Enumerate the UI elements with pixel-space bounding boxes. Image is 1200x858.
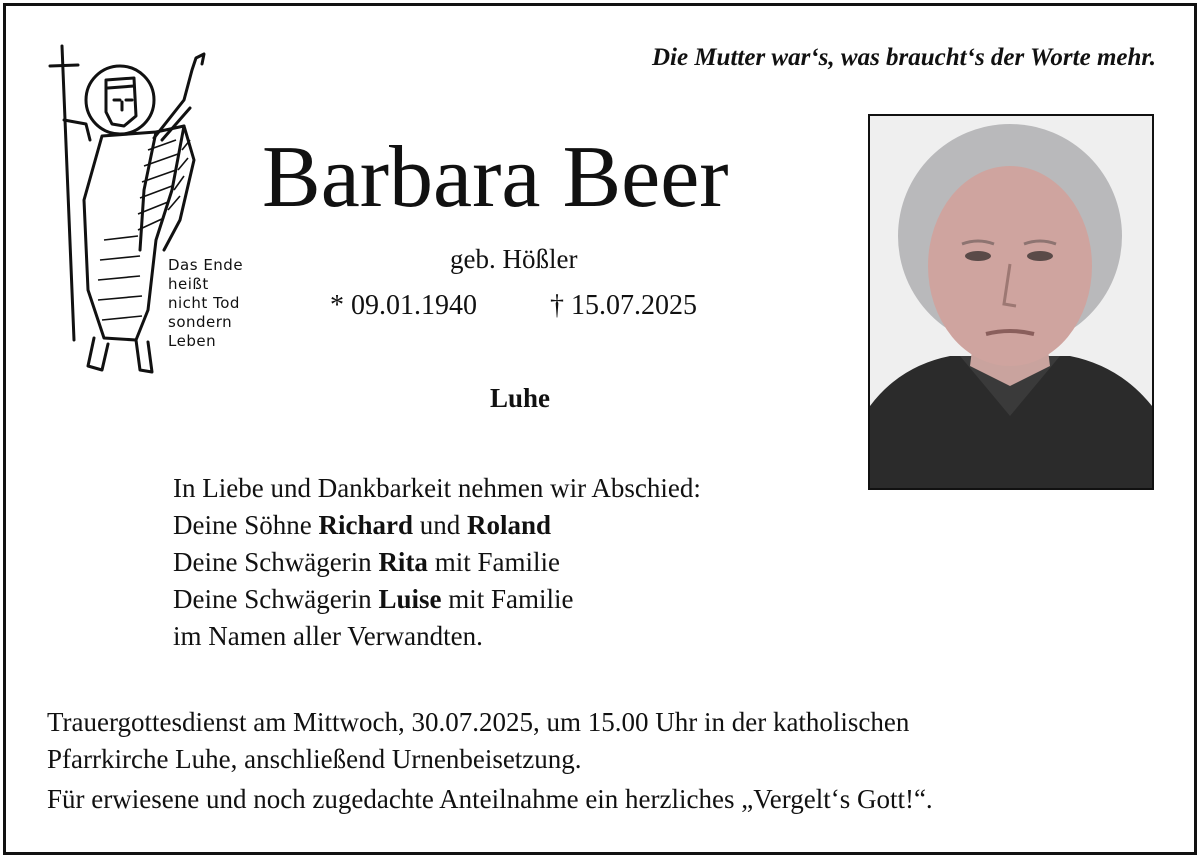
farewell-closing: im Namen aller Verwandten.: [173, 621, 483, 651]
mourner-name: Luise: [378, 584, 442, 614]
death-date: † 15.07.2025: [550, 290, 697, 321]
mourner-text: mit Familie: [441, 584, 574, 614]
maiden-name: geb. Hößler: [450, 244, 578, 274]
motto: Die Mutter war‘s, was braucht‘s der Worte mehr.: [651, 44, 1156, 71]
service-info: [47, 704, 909, 778]
mourner-line: [173, 581, 701, 618]
place-name: Luhe: [490, 383, 551, 413]
emblem-line: nicht Tod: [168, 294, 240, 312]
mourner-line: [173, 544, 701, 581]
emblem-line: Das Ende: [168, 256, 244, 274]
service-line: Trauergottesdienst am Mittwoch, 30.07.2025, um 15.00 Uhr in der katholischen: [47, 707, 910, 737]
birth-date: * 09.01.1940: [330, 290, 477, 321]
mourner-text: Deine Schwägerin: [173, 584, 379, 614]
service-line: Pfarrkirche Luhe, anschließend Urnenbeisetzung.: [47, 744, 582, 774]
mourner-line: [173, 507, 701, 544]
mourner-name: Rita: [378, 547, 428, 577]
thanks-line: Für erwiesene und noch zugedachte Anteilnahme ein herzliches „Vergelt‘s Gott!“.: [47, 784, 933, 814]
emblem-line: Leben: [168, 332, 217, 350]
mourner-name: Richard: [318, 510, 413, 540]
emblem-line: heißt: [168, 275, 209, 293]
mourner-text: Deine Söhne: [173, 510, 319, 540]
deceased-name: Barbara Beer: [262, 129, 729, 226]
mourner-text: mit Familie: [427, 547, 560, 577]
mourner-name: Roland: [466, 510, 552, 540]
portrait-photo: [868, 114, 1154, 490]
mourner-text: Deine Schwägerin: [173, 547, 379, 577]
emblem-line: sondern: [168, 313, 233, 331]
mourner-text: und: [412, 510, 467, 540]
farewell-intro: In Liebe und Dankbarkeit nehmen wir Abschied:: [173, 473, 701, 503]
emblem-caption: [168, 256, 243, 351]
farewell-block: [173, 470, 701, 655]
